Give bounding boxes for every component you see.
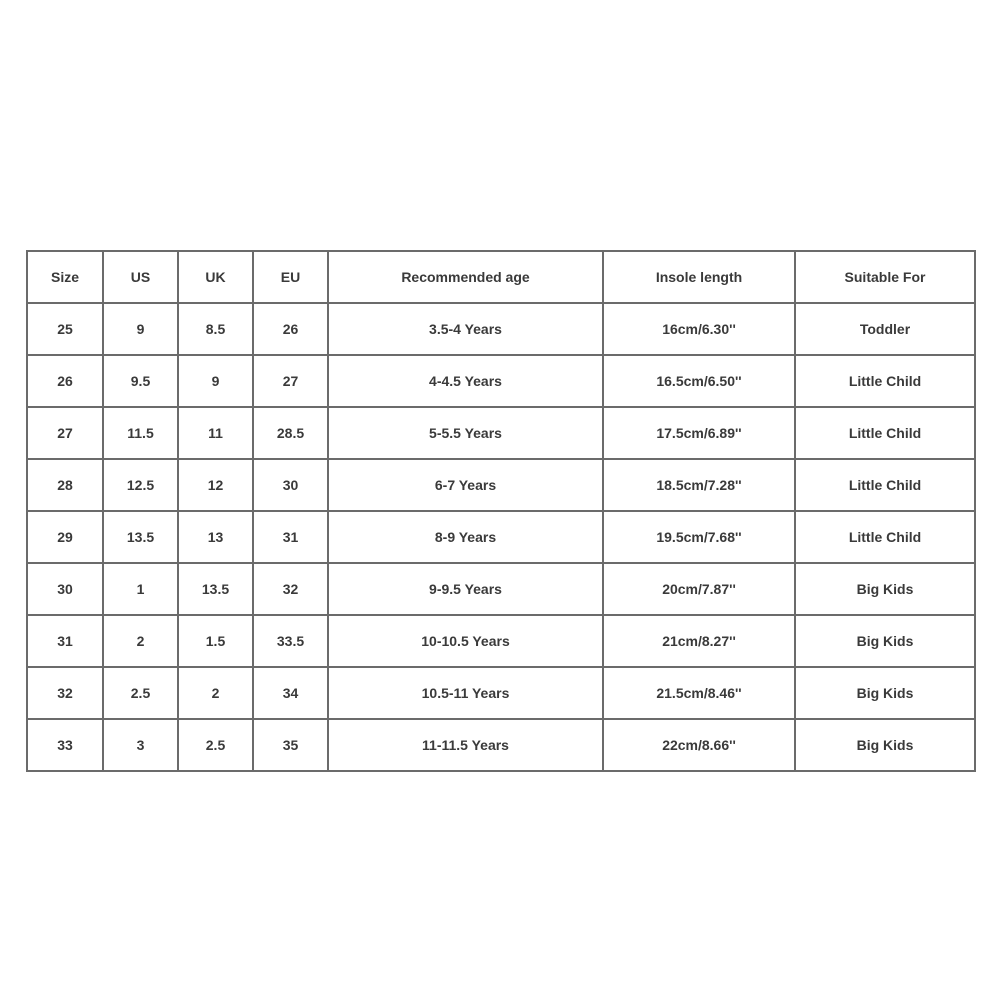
cell-uk: 9 — [178, 355, 253, 407]
table-row — [27, 459, 975, 511]
cell-size: 26 — [27, 355, 103, 407]
cell-recommended-age: 6-7 Years — [328, 459, 603, 511]
header-insole-length: Insole length — [603, 251, 795, 303]
cell-eu: 26 — [253, 303, 328, 355]
cell-insole-length: 16cm/6.30'' — [603, 303, 795, 355]
cell-size: 27 — [27, 407, 103, 459]
cell-recommended-age: 10-10.5 Years — [328, 615, 603, 667]
header-eu: EU — [253, 251, 328, 303]
size-chart-table — [26, 250, 976, 772]
cell-suitable-for: Little Child — [795, 511, 975, 563]
cell-suitable-for: Big Kids — [795, 563, 975, 615]
cell-insole-length: 21cm/8.27'' — [603, 615, 795, 667]
header-suitable-for: Suitable For — [795, 251, 975, 303]
cell-size: 31 — [27, 615, 103, 667]
table-row — [27, 355, 975, 407]
cell-uk: 2 — [178, 667, 253, 719]
cell-size: 25 — [27, 303, 103, 355]
cell-us: 13.5 — [103, 511, 178, 563]
cell-uk: 1.5 — [178, 615, 253, 667]
cell-uk: 13.5 — [178, 563, 253, 615]
cell-suitable-for: Little Child — [795, 407, 975, 459]
cell-insole-length: 19.5cm/7.68'' — [603, 511, 795, 563]
cell-recommended-age: 3.5-4 Years — [328, 303, 603, 355]
cell-suitable-for: Big Kids — [795, 615, 975, 667]
cell-recommended-age: 9-9.5 Years — [328, 563, 603, 615]
cell-eu: 27 — [253, 355, 328, 407]
cell-size: 32 — [27, 667, 103, 719]
cell-recommended-age: 11-11.5 Years — [328, 719, 603, 771]
cell-size: 29 — [27, 511, 103, 563]
cell-eu: 31 — [253, 511, 328, 563]
cell-recommended-age: 5-5.5 Years — [328, 407, 603, 459]
cell-insole-length: 16.5cm/6.50'' — [603, 355, 795, 407]
cell-recommended-age: 8-9 Years — [328, 511, 603, 563]
cell-recommended-age: 10.5-11 Years — [328, 667, 603, 719]
table-row — [27, 407, 975, 459]
cell-suitable-for: Big Kids — [795, 719, 975, 771]
cell-eu: 32 — [253, 563, 328, 615]
cell-size: 33 — [27, 719, 103, 771]
cell-suitable-for: Toddler — [795, 303, 975, 355]
cell-us: 1 — [103, 563, 178, 615]
cell-eu: 33.5 — [253, 615, 328, 667]
header-recommended-age: Recommended age — [328, 251, 603, 303]
cell-eu: 30 — [253, 459, 328, 511]
cell-insole-length: 17.5cm/6.89'' — [603, 407, 795, 459]
table-row — [27, 563, 975, 615]
cell-recommended-age: 4-4.5 Years — [328, 355, 603, 407]
header-uk: UK — [178, 251, 253, 303]
cell-eu: 34 — [253, 667, 328, 719]
header-size: Size — [27, 251, 103, 303]
cell-uk: 13 — [178, 511, 253, 563]
header-us: US — [103, 251, 178, 303]
cell-suitable-for: Little Child — [795, 459, 975, 511]
cell-us: 2 — [103, 615, 178, 667]
cell-insole-length: 20cm/7.87'' — [603, 563, 795, 615]
header-row — [27, 251, 975, 303]
cell-us: 2.5 — [103, 667, 178, 719]
table-row — [27, 511, 975, 563]
cell-insole-length: 22cm/8.66'' — [603, 719, 795, 771]
cell-suitable-for: Big Kids — [795, 667, 975, 719]
cell-uk: 12 — [178, 459, 253, 511]
cell-uk: 11 — [178, 407, 253, 459]
cell-insole-length: 18.5cm/7.28'' — [603, 459, 795, 511]
cell-suitable-for: Little Child — [795, 355, 975, 407]
cell-us: 9 — [103, 303, 178, 355]
cell-uk: 2.5 — [178, 719, 253, 771]
table-row — [27, 303, 975, 355]
table-row — [27, 615, 975, 667]
cell-size: 30 — [27, 563, 103, 615]
cell-us: 12.5 — [103, 459, 178, 511]
cell-eu: 28.5 — [253, 407, 328, 459]
table-row — [27, 719, 975, 771]
cell-uk: 8.5 — [178, 303, 253, 355]
cell-us: 11.5 — [103, 407, 178, 459]
cell-us: 3 — [103, 719, 178, 771]
cell-us: 9.5 — [103, 355, 178, 407]
cell-insole-length: 21.5cm/8.46'' — [603, 667, 795, 719]
cell-eu: 35 — [253, 719, 328, 771]
cell-size: 28 — [27, 459, 103, 511]
table-row — [27, 667, 975, 719]
